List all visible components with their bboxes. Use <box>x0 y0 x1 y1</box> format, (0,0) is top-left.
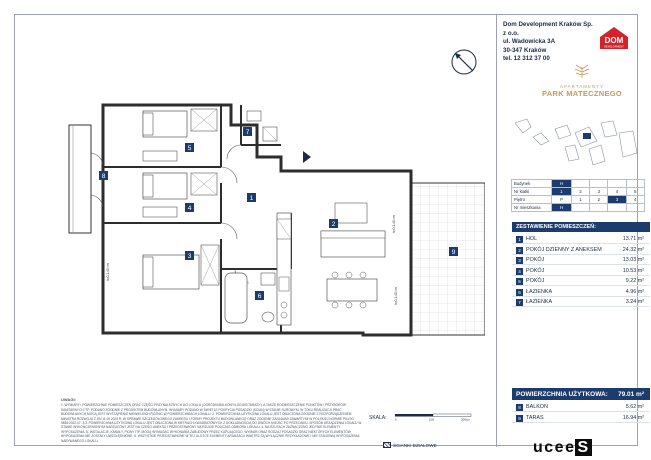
info-cell <box>590 204 608 212</box>
room-number: 5 <box>516 278 523 285</box>
info-cell: 4 <box>608 188 626 196</box>
info-row <box>512 204 645 212</box>
info-row <box>512 180 645 188</box>
notes-box <box>61 398 365 458</box>
floor-plan <box>51 33 485 389</box>
total-area-bar <box>512 388 650 400</box>
ucees-logo: ucee S <box>533 439 590 456</box>
room-area: 3.24 m² <box>625 299 644 305</box>
height-note-room3: h=0-1.40 cm <box>106 263 110 281</box>
svg-text:0: 0 <box>395 417 397 421</box>
info-cell <box>626 180 644 188</box>
room-row <box>512 267 650 276</box>
room-row <box>512 288 650 297</box>
room-area: 10.53 m² <box>622 267 644 274</box>
extra-row <box>512 403 650 412</box>
svg-text:DOM: DOM <box>604 36 624 45</box>
svg-text:3: 3 <box>187 253 192 260</box>
info-cell: H <box>552 180 572 188</box>
total-area-label: POWIERZCHNIA UŻYTKOWA: <box>516 391 608 398</box>
info-cell <box>590 180 608 188</box>
notes-title: UWAGI: <box>61 398 76 402</box>
room-badge-9 <box>449 247 458 256</box>
north-arrow-icon <box>449 47 479 77</box>
room-number: 7 <box>516 299 523 306</box>
room-number: 3 <box>516 257 523 264</box>
room-row <box>512 256 650 265</box>
dom-development-logo <box>597 25 631 51</box>
company-city: 30-347 Kraków <box>503 46 547 54</box>
info-cell <box>626 204 644 212</box>
extra-number: 9 <box>516 415 523 422</box>
svg-text:5: 5 <box>187 145 192 152</box>
extra-name: BALKON <box>526 404 548 410</box>
extra-name: TARAS <box>526 414 544 421</box>
info-cell: P <box>552 196 572 204</box>
scale-label: SKALA: <box>369 415 387 421</box>
room-area: 24.32 m² <box>622 246 644 253</box>
company-phone: tel. 12 312 37 00 <box>503 55 550 63</box>
company-name: Dom Development Kraków Sp. z o.o. <box>503 21 593 37</box>
height-note-living: h=0-1.40 cm <box>392 215 396 233</box>
svg-text:1: 1 <box>249 195 254 202</box>
room-badge-8 <box>99 171 108 180</box>
info-cell: 1 <box>571 196 589 204</box>
total-area-value: 79.01 m² <box>617 391 644 398</box>
room-number: 4 <box>516 268 523 275</box>
room-row <box>512 277 650 286</box>
brand-name: PARK MATECZNEGO <box>541 89 623 98</box>
svg-text:DEVELOPMENT: DEVELOPMENT <box>604 45 624 49</box>
room-row <box>512 235 650 244</box>
svg-text:6: 6 <box>257 293 262 300</box>
info-row-label: Nr klatki <box>512 188 552 196</box>
room-badge-7 <box>243 127 252 136</box>
room-name: POKÓJ DZIENNY Z ANEKSEM <box>526 246 602 253</box>
info-row-label: Piętro <box>512 196 552 204</box>
info-row-label: Budynek <box>512 180 552 188</box>
svg-text:100: 100 <box>429 417 435 421</box>
info-cell <box>571 204 589 212</box>
room-area: 9.22 m² <box>625 278 644 284</box>
room-name: POKÓJ <box>526 257 545 263</box>
info-row-label: Nr mieszkania <box>512 204 552 212</box>
room-badge-3 <box>185 251 194 260</box>
brand-block <box>535 63 629 98</box>
info-cell <box>571 180 589 188</box>
room-badge-4 <box>185 203 194 212</box>
height-note-kitchen: h=0-1.40 cm <box>394 287 398 305</box>
svg-text:200cm: 200cm <box>461 417 471 421</box>
info-cell <box>608 180 626 188</box>
svg-text:2: 2 <box>331 221 336 228</box>
extra-number: 8 <box>516 404 523 411</box>
location-site-map <box>505 113 647 175</box>
legend-walls: ŚCIANKI DZIAŁOWE <box>393 443 437 448</box>
svg-text:8: 8 <box>101 173 106 180</box>
park-leaf-icon <box>572 63 592 79</box>
extra-row <box>512 414 650 423</box>
info-cell: 4 <box>626 196 644 204</box>
room-badge-2 <box>329 219 338 228</box>
svg-text:4: 4 <box>187 205 192 212</box>
brand-subtitle: APARTAMENTY <box>559 84 604 89</box>
room-badge-6 <box>255 291 264 300</box>
extra-area: 5.62 m² <box>625 404 644 410</box>
extra-area: 16.94 m² <box>622 414 644 421</box>
info-cell: 5 <box>626 188 644 196</box>
room-name: ŁAZIENKA <box>526 288 553 295</box>
sheet-divider <box>496 15 497 447</box>
info-cell: 1 <box>552 188 572 196</box>
notes-text: 1. WYMIARY I POWIERZCHNIE POMIESZCZEŃ ORAZ CZĘŚCI PRZYNALEŻNYCH DO LOKALU (OGRÓDKI/BALKONY/LOGGIE/TARASY), A TAKŻE ROZMIESZCZENIE PUNKTÓW I PRZYBORÓW SANITARNYCH ITP. PODANO ZGODNIE Z PROJEKTEM BUDOWLANYM. WYMIARY PODANO W ŚWIETLE POKRYCIA POSADZKI (SCIAN) W STANIE SUROWYM. W TOKU REALIZACJI PRAC BUDOWLANYCH MOGĄ JEST WYSTĄPIENIE NIEWIELKICH RÓŻNIC W POWIERZCHNIACH LOKALU. 2. POWIERZCHNIA UŻYTKOWA LOKALU JEST OBLICZONA ZGODNIE Z ROZPORZĄDZENIEM MINISTRA ROZWOJU Z DN 11.09.2020 R. W SPRAWIE SZCZEGÓŁOWEGO ZAKRESU I FORMY PROJEKTU BUDOWLANEGO ORAZ ZGODNIE ZASADAMI ZAWARTYMI W POLSKIEJ NORMIE PN-ISO 9836:2022-07. 3.3. POWIERZCHNIA UŻYTKOWA LOKALU JEST OBLICZONA W METRACH KWADRATOWYCH Z DOKŁADNOŚCIĄ DO DWÓCH MIEJSC PO PRZECINKU. SPOSÓB URZĄDZENIA LOKALU W STANIE WYKOŃCZENIOWYM NARZUCONY JEST NA CZEŚCI ANEKSU I PRZEDSTAWIONY NA RZUCIE PODCZAS ODBIORU LOKALU. 4. NA RZUTACH ZAZNACZONO JEDYNIE ELEMENTY WYPOSAŻENIA. 5. INSTALACJE, KANAŁY, PIONY ITP. MOGĄ WYMAGAĆ WYKONANIA ZABUDOWY PRZEZ KUPUJĄCEGO. WYMIAR ORAZ RODZAJ POSADZKI ORAZ NIEKTÓRYCH ELEMENTÓW WYPOSAŻENIA NIE ZOSTAŁY UWZGLĘDNIONE. 6. WSZYSTKIE PRZEDSTAWIONE W TEJ ULOTCE ELEMENTY ARANŻACJI WNĘTRZ SĄ WYŁĄCZNIE PRZYKŁADOWE I NIE STANOWIĄ WYPOSAŻENIA NABYWANEGO LOKALU. <box>61 403 362 443</box>
room-row <box>512 246 650 255</box>
room-number: 2 <box>516 247 523 254</box>
floorplan-sheet <box>14 14 644 456</box>
info-cell: H <box>552 204 572 212</box>
room-number: 6 <box>516 289 523 296</box>
info-row <box>512 188 645 196</box>
room-badge-5 <box>185 143 194 152</box>
info-cell: 3 <box>608 196 626 204</box>
scale-bar <box>393 413 473 421</box>
room-area: 13.03 m² <box>622 257 644 263</box>
rooms-header: ZESTAWIENIE POMIESZCZEŃ: <box>512 222 650 232</box>
info-row <box>512 196 645 204</box>
svg-text:7: 7 <box>245 129 250 136</box>
company-info <box>503 21 593 64</box>
room-badge-1 <box>247 193 256 202</box>
info-cell: 3 <box>590 188 608 196</box>
room-name: ŁAZIENKA <box>526 299 553 305</box>
info-cell <box>608 204 626 212</box>
svg-text:9: 9 <box>451 249 456 256</box>
info-cell: 2 <box>590 196 608 204</box>
company-street: ul. Wadowicka 3A <box>503 38 556 46</box>
room-area: 4.96 m² <box>625 288 644 295</box>
room-name: POKÓJ <box>526 267 545 274</box>
room-name: POKÓJ <box>526 278 545 284</box>
info-cell: 2 <box>571 188 589 196</box>
room-area: 13.71 m² <box>622 236 644 242</box>
wall-hatch-swatch <box>383 442 391 448</box>
room-row <box>512 298 650 307</box>
room-number: 1 <box>516 236 523 243</box>
building-info-table <box>511 179 645 212</box>
room-name: HOL <box>526 236 538 242</box>
